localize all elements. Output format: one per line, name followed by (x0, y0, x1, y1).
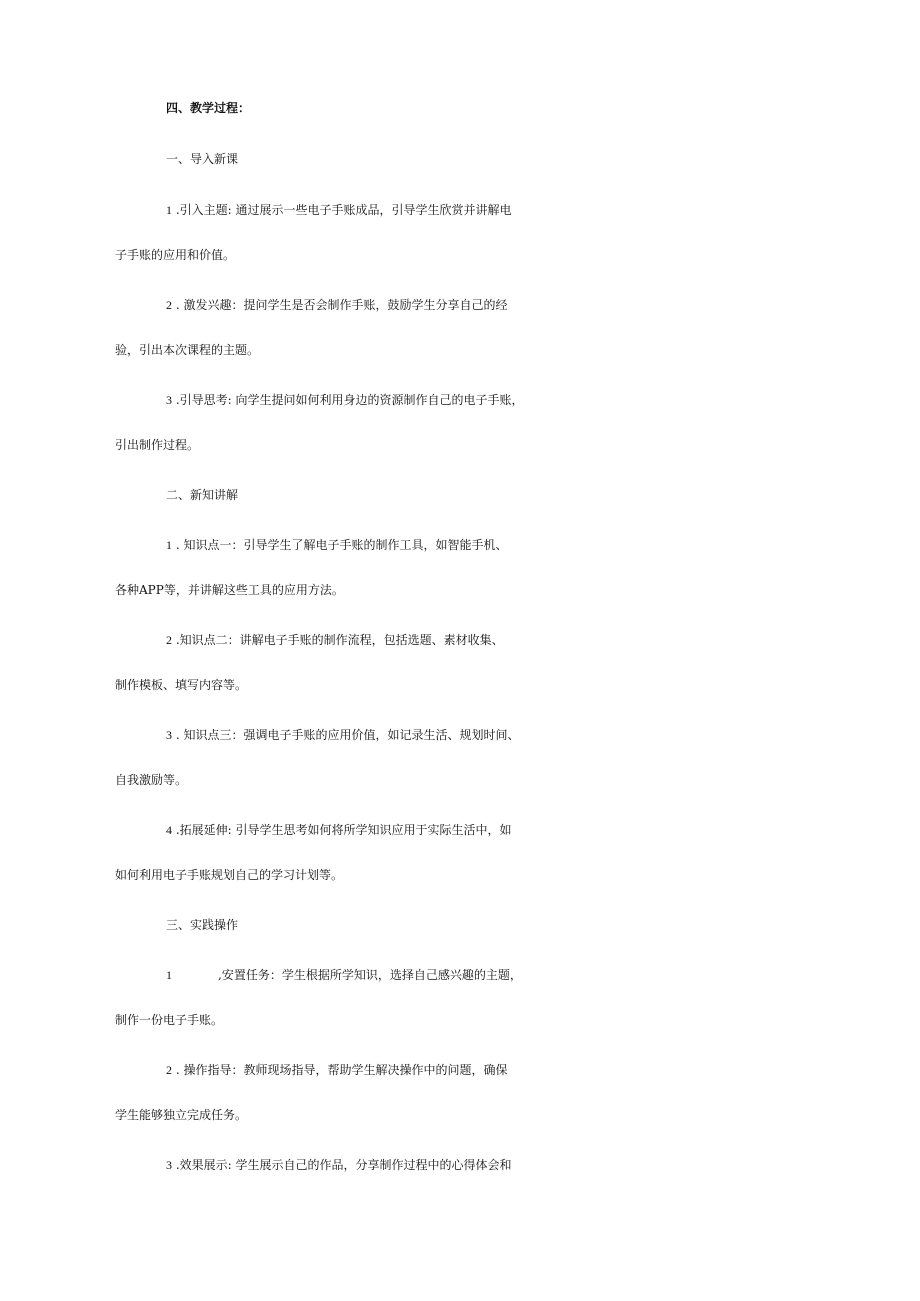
list-item-line (0, 1150, 920, 1180)
item-number: 1 (166, 968, 172, 982)
list-item-continuation: 自我激励等。 (115, 773, 188, 787)
list-item-continuation: 如何利用电子手账规划自己的学习计划等。 (115, 868, 344, 882)
item-text: .引入主题: 通过展示一些电子手账成品，引导学生欣赏并讲解电 (175, 203, 512, 217)
list-item-line (0, 720, 920, 750)
item-text: . 操作指导：教师现场指导，帮助学生解决操作中的问题，确保 (175, 1063, 508, 1077)
item-text: . 激发兴趣：提问学生是否会制作手账，鼓励学生分享自己的经 (175, 298, 508, 312)
section-title: 四、教学过程： (166, 101, 251, 115)
item-number: 3 (166, 393, 172, 407)
section-heading-practice: 三、实践操作 (166, 918, 239, 932)
list-item-line (0, 290, 920, 320)
item-number: 3 (166, 1158, 172, 1172)
section-heading-knowledge: 二、新知讲解 (166, 488, 239, 502)
item-number: 2 (166, 633, 172, 647)
list-item-line (0, 960, 920, 990)
item-text: .效果展示: 学生展示自己的作品，分享制作过程中的心得体会和 (175, 1158, 512, 1172)
list-item-continuation: 子手账的应用和价值。 (115, 248, 236, 262)
list-item-line (0, 385, 920, 415)
item-text: ,安置任务：学生根据所学知识，选择自己感兴趣的主题， (218, 968, 522, 982)
section-heading-intro: 一、导入新课 (166, 152, 239, 166)
list-item-continuation: 各种APP等，并讲解这些工具的应用方法。 (115, 583, 344, 597)
item-number: 2 (166, 1063, 172, 1077)
item-number: 1 (166, 538, 172, 552)
item-number: 3 (166, 728, 172, 742)
list-item-continuation: 制作一份电子手账。 (115, 1013, 224, 1027)
item-number: 4 (166, 823, 172, 837)
item-text: . 知识点三：强调电子手账的应用价值，如记录生活、规划时间、 (175, 728, 520, 742)
item-number: 1 (166, 203, 172, 217)
list-item-line (0, 530, 920, 560)
list-item-line (0, 1055, 920, 1085)
list-item-continuation: 学生能够独立完成任务。 (115, 1108, 248, 1122)
item-text: .引导思考: 向学生提问如何利用身边的资源制作自己的电子手账， (175, 393, 524, 407)
list-item-continuation: 制作模板、填写内容等。 (115, 678, 248, 692)
item-text: .拓展延伸: 引导学生思考如何将所学知识应用于实际生活中，如 (175, 823, 512, 837)
item-number: 2 (166, 298, 172, 312)
list-item-continuation: 引出制作过程。 (115, 438, 200, 452)
list-item-continuation: 验，引出本次课程的主题。 (115, 343, 260, 357)
item-text: . 知识点一：引导学生了解电子手账的制作工具，如智能手机、 (175, 538, 508, 552)
item-text: .知识点二：讲解电子手账的制作流程，包括选题、素材收集、 (175, 633, 504, 647)
list-item-line (0, 815, 920, 845)
list-item-line (0, 195, 920, 225)
list-item-line (0, 625, 920, 655)
